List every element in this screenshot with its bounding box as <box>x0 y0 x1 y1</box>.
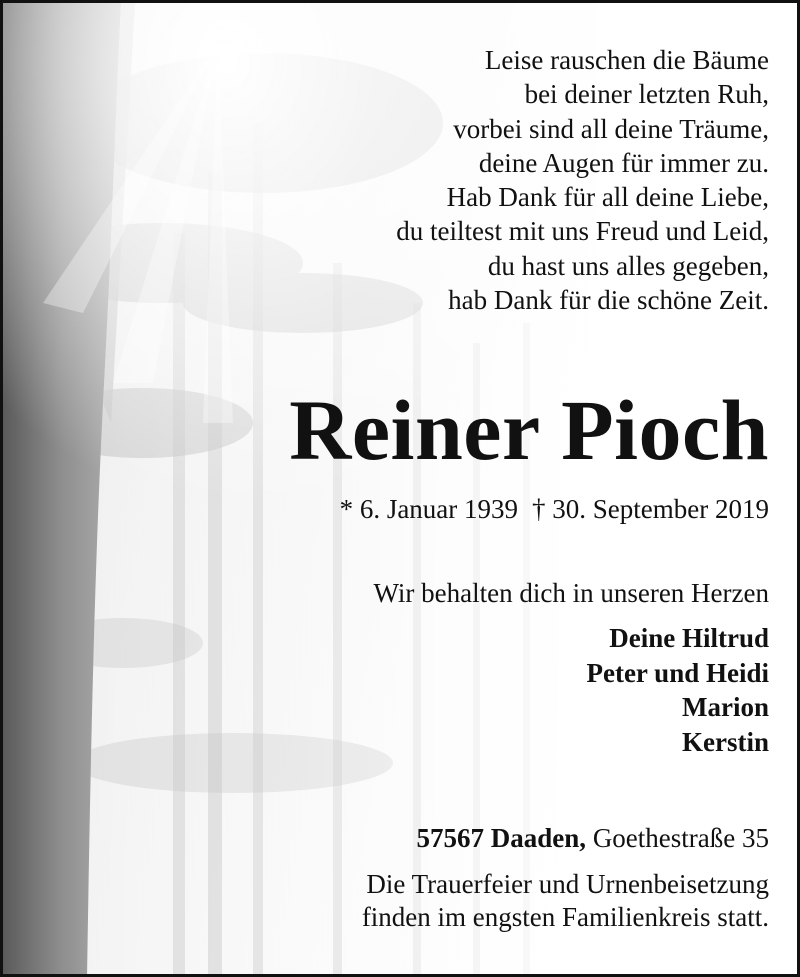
family-address <box>417 821 769 855</box>
poem-line: deine Augen für immer zu. <box>478 147 769 178</box>
mourner-name: Peter und Heidi <box>586 657 769 688</box>
poem-line: vorbei sind all deine Träume, <box>453 113 769 144</box>
remembrance-motto: Wir behalten dich in unseren Herzen <box>373 578 769 608</box>
deceased-name: Reiner Pioch <box>289 382 769 478</box>
notice-content <box>3 3 800 977</box>
birth-date: * 6. Januar 1939 <box>339 494 519 524</box>
poem-line: Leise rauschen die Bäume <box>484 45 769 75</box>
poem-line: du teiltest mit uns Freud und Leid, <box>396 216 769 247</box>
address-street: Goethestraße 35 <box>592 823 769 853</box>
mourner-name: Marion <box>682 692 769 722</box>
note-line: Die Trauerfeier und Urnenbeisetzung <box>366 869 769 899</box>
address-city: 57567 Daaden, <box>416 823 587 853</box>
funeral-note <box>362 868 769 934</box>
memorial-poem <box>396 43 769 317</box>
poem-line: du hast uns alles gegeben, <box>487 250 769 281</box>
life-dates <box>340 492 769 526</box>
mourner-name: Deine Hiltrud <box>609 623 769 653</box>
mourner-name: Kerstin <box>682 726 769 757</box>
poem-line: hab Dank für die schöne Zeit. <box>448 285 769 316</box>
death-date: † 30. September 2019 <box>532 494 769 524</box>
poem-line: Hab Dank für all deine Liebe, <box>446 182 769 213</box>
poem-line: bei deiner letzten Ruh, <box>524 79 769 110</box>
note-line: finden im engsten Familienkreis statt. <box>361 902 769 932</box>
mourners-list <box>586 621 769 759</box>
